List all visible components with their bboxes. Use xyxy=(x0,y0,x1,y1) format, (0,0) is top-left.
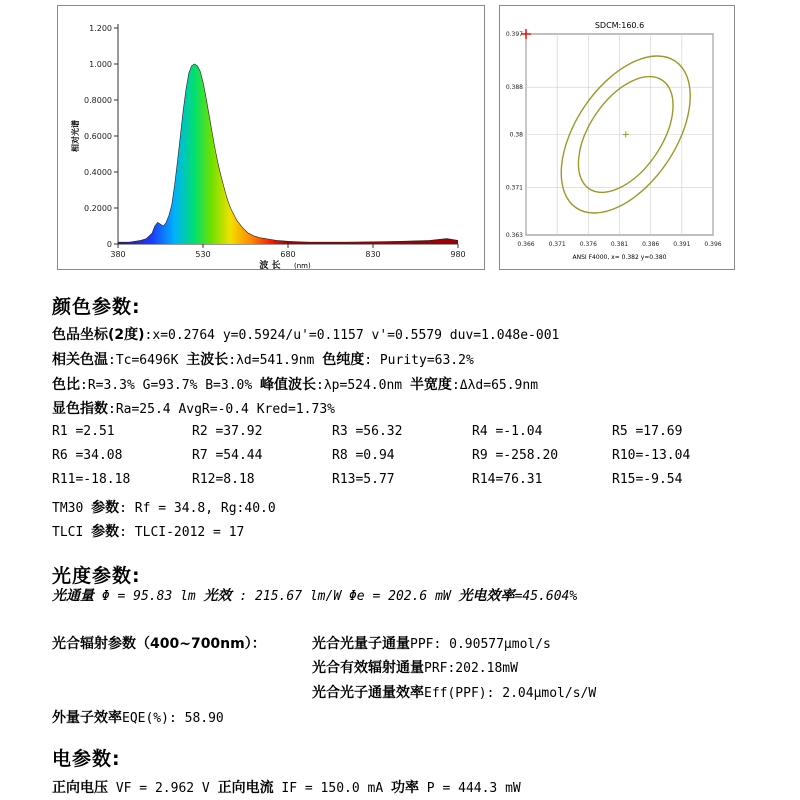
tlci-value: : TLCI-2012 = 17 xyxy=(119,525,245,540)
x-axis-label: 波 长 xyxy=(259,261,281,269)
cri-value: :Ra=25.4 AvgR=-0.4 Kred=1.73% xyxy=(108,402,335,417)
cct-row xyxy=(52,349,474,369)
photometric-params-title: 光度参数: xyxy=(52,565,141,587)
tm30-value: : Rf = 34.8, Rg:40.0 xyxy=(119,501,276,516)
purity-label: 色纯度 xyxy=(322,352,365,368)
chart-footer: ANSI F4000, x= 0.382 y=0.380 xyxy=(572,254,667,261)
y-tick-label: 0.8000 xyxy=(84,96,112,105)
r-value: R13=5.77 xyxy=(332,472,395,487)
pe-efficiency-label: 光电效率 xyxy=(458,588,515,604)
chromaticity-coords-row xyxy=(52,324,559,344)
r-value: R9 =-258.20 xyxy=(472,448,559,463)
y-tick-label: 0.6000 xyxy=(84,132,112,141)
ppf-row xyxy=(312,633,551,653)
pe-efficiency-value: =45.604% xyxy=(514,589,578,604)
r-value: R6 =34.08 xyxy=(52,448,123,463)
y-axis-label: 相对光谱 xyxy=(71,120,80,152)
y-tick-label: 0.2000 xyxy=(84,204,112,213)
color-params-title: 颜色参数: xyxy=(52,296,141,318)
tlci-prefix: TLCI xyxy=(52,525,92,540)
power-label: 功率 xyxy=(390,780,419,796)
x-tick-label: 0.386 xyxy=(642,241,660,248)
efficacy-label: 光效 xyxy=(203,588,232,604)
tm30-row xyxy=(52,497,276,517)
par-row xyxy=(52,633,266,653)
prf-row xyxy=(312,657,518,677)
spectrum-chart xyxy=(58,6,484,269)
ratio-label: 色比 xyxy=(52,377,80,393)
y-tick-label: 0.363 xyxy=(505,232,523,239)
x-tick-label: 530 xyxy=(195,250,211,259)
cct-label: 相关色温 xyxy=(52,352,108,368)
spectrum-line xyxy=(118,64,458,242)
y-tick-label: 1.000 xyxy=(89,60,112,69)
power-value: P = 444.3 mW xyxy=(418,781,521,796)
y-tick-label: 0.38 xyxy=(509,131,523,139)
r-value: R11=-18.18 xyxy=(52,472,131,487)
coord-value: :x=0.2764 y=0.5924/u'=0.1157 v'=0.5579 duv=1.048e-001 xyxy=(144,328,560,343)
tlci-label: 参数 xyxy=(91,524,120,540)
x-tick-label: 680 xyxy=(280,250,296,259)
chromaticity-chart xyxy=(500,6,734,269)
tm30-prefix: TM30 xyxy=(52,501,92,516)
coord-label: 色品坐标(2度) xyxy=(52,327,145,343)
r-value: R8 =0.94 xyxy=(332,448,395,463)
ppf-value: PPF: 0.90577μmol/s xyxy=(410,637,551,652)
purity-value: : Purity=63.2% xyxy=(364,353,474,368)
eqe-value: EQE(%): 58.90 xyxy=(122,711,224,726)
x-axis-unit: (nm) xyxy=(294,262,311,269)
cri-label: 显色指数 xyxy=(52,401,108,417)
prf-value: PRF:202.18mW xyxy=(424,661,518,676)
efficacy-value: : 215.67 lm/W Φe = 202.6 mW xyxy=(231,589,459,604)
y-tick-label: 1.200 xyxy=(89,24,112,33)
peak-wavelength-label: 峰值波长 xyxy=(260,377,317,393)
spectrum-area xyxy=(118,64,458,244)
x-tick-label: 980 xyxy=(450,250,466,259)
eff-ppf-value: Eff(PPF): 2.04μmol/s/W xyxy=(424,686,597,701)
half-width-value: :Δλd=65.9nm xyxy=(451,378,539,393)
y-tick-label: 0.4000 xyxy=(84,168,112,177)
dominant-wavelength-value: :λd=541.9nm xyxy=(228,353,323,368)
y-tick-label: 0.388 xyxy=(505,84,523,92)
y-tick-label: 0.371 xyxy=(505,184,523,192)
r-value: R3 =56.32 xyxy=(332,424,403,439)
flux-label: 光通量 xyxy=(52,588,94,604)
tm30-label: 参数 xyxy=(91,500,120,516)
peak-wavelength-value: :λp=524.0nm xyxy=(316,378,410,393)
flux-value: Φ = 95.83 lm xyxy=(94,589,204,604)
if-value: IF = 150.0 mA xyxy=(273,781,391,796)
r-value: R15=-9.54 xyxy=(612,472,683,487)
x-tick-label: 0.376 xyxy=(579,241,597,248)
eqe-label: 外量子效率 xyxy=(52,710,122,726)
r-value: R5 =17.69 xyxy=(612,424,683,439)
color-ratio-row xyxy=(52,374,538,394)
electrical-params-title: 电参数: xyxy=(52,748,121,770)
if-label: 正向电流 xyxy=(217,780,274,796)
r-value: R4 =-1.04 xyxy=(472,424,543,439)
r-value: R12=8.18 xyxy=(192,472,255,487)
y-tick-label: 0 xyxy=(106,240,112,249)
prf-label: 光合有效辐射通量 xyxy=(312,660,424,676)
eqe-row xyxy=(52,707,224,727)
dominant-wavelength-label: 主波长 xyxy=(186,352,229,368)
cri-row xyxy=(52,398,335,418)
x-tick-label: 830 xyxy=(365,250,381,259)
x-tick-label: 380 xyxy=(110,250,126,259)
r-value: R14=76.31 xyxy=(472,472,543,487)
r-value: R10=-13.04 xyxy=(612,448,691,463)
x-tick-label: 0.371 xyxy=(548,241,566,248)
chart-title: SDCM:160.6 xyxy=(594,21,645,30)
r-value: R7 =54.44 xyxy=(192,448,263,463)
eff-ppf-label: 光合光子通量效率 xyxy=(312,685,424,701)
spectrum-chart-panel xyxy=(57,5,485,270)
vf-value: VF = 2.962 V xyxy=(108,781,218,796)
cct-value: :Tc=6496K xyxy=(108,353,187,368)
x-tick-label: 0.381 xyxy=(610,241,629,248)
flux-row xyxy=(52,585,577,605)
par-label: 光合辐射参数（400~700nm）： xyxy=(52,636,266,652)
vf-label: 正向电压 xyxy=(52,780,108,796)
chromaticity-chart-panel xyxy=(499,5,735,270)
r-value: R1 =2.51 xyxy=(52,424,115,439)
x-tick-label: 0.396 xyxy=(704,241,722,248)
ppf-label: 光合光量子通量 xyxy=(312,636,410,652)
eff-ppf-row xyxy=(312,682,596,702)
r-value: R2 =37.92 xyxy=(192,424,263,439)
x-tick-label: 0.391 xyxy=(673,241,691,248)
electrical-row xyxy=(52,777,521,797)
x-tick-label: 0.366 xyxy=(517,241,535,248)
y-tick-label: 0.397 xyxy=(505,31,523,38)
ratio-value: :R=3.3% G=93.7% B=3.0% xyxy=(80,378,261,393)
tlci-row xyxy=(52,521,244,541)
half-width-label: 半宽度 xyxy=(409,377,452,393)
